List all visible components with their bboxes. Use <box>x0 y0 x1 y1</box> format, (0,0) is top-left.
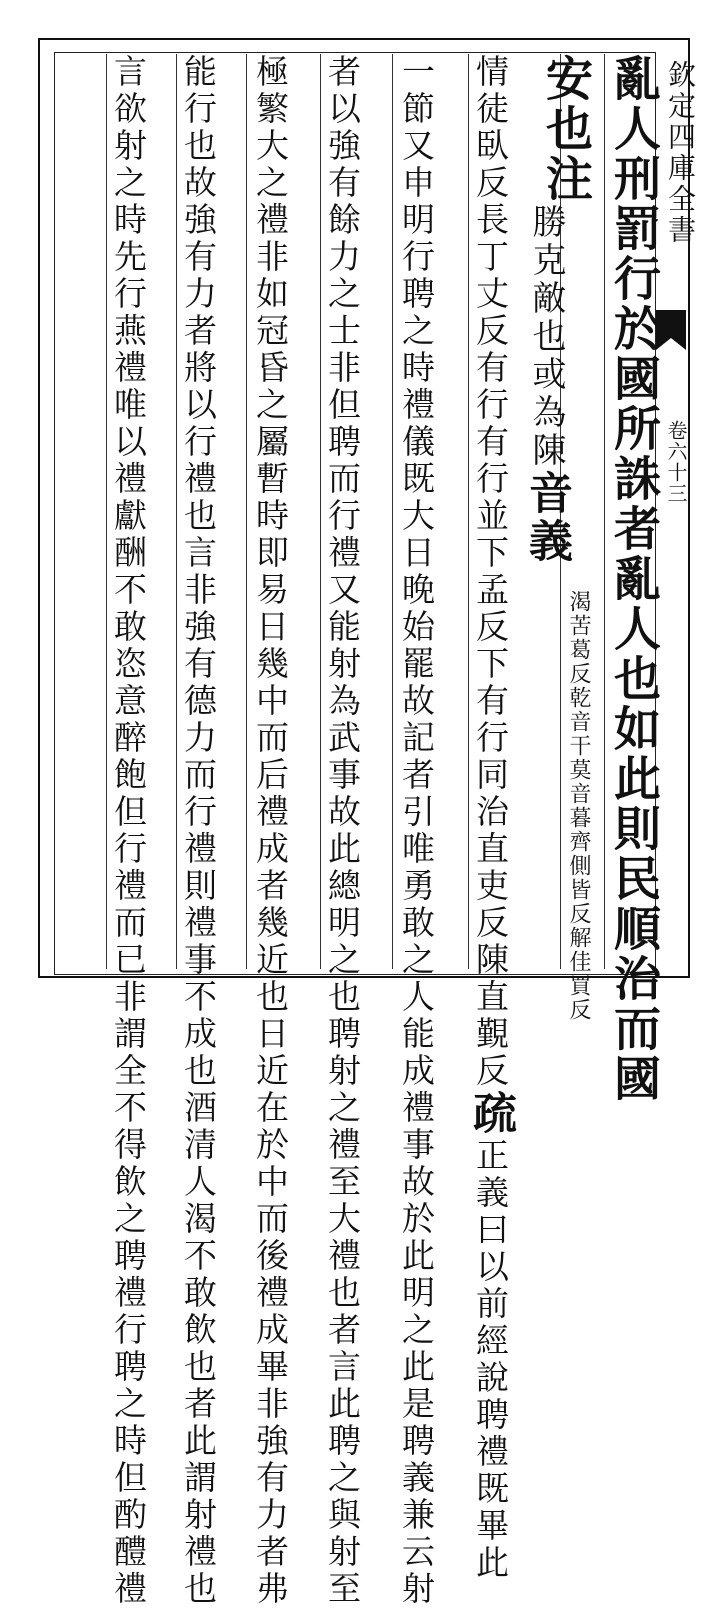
main-text: 亂人刑罰行於國所誅者亂人也如此則民順治而國 <box>606 54 661 1104</box>
pronunciation-text: 渴苦葛反乾音干莫音暮齊側皆反解佳買反 <box>566 590 591 1022</box>
note-text: 極繁大之禮非如冠昏之屬暫時即易日幾中而后禮成者幾近也日近在於中而後禮成畢非強有力者弗 <box>251 54 290 1608</box>
column-rule <box>468 54 469 969</box>
note-text: 者以強有餘力之士非但聘而行禮又能射為武事故此總明之也聘射之禮至大禮也者言此聘之與射至 <box>323 54 362 1608</box>
text-column-1 <box>606 54 661 1104</box>
note-text: 勝克敵也或為陳 <box>526 204 566 470</box>
column-rule <box>604 54 605 969</box>
column-rule <box>106 54 107 969</box>
note-text: 能行也故強有力者將以行禮也言非強有德力而行禮則禮事不成也酒清人渴不敢飲也者此謂射禮也 <box>179 54 218 1608</box>
note-text: 言欲射之時先行燕禮唯以禮獻酬不敢恣意醉飽但行禮而已非謂全不得飲之聘禮行聘之時但酌醴禮 <box>109 54 148 1608</box>
column-rule <box>176 54 177 969</box>
annotation-label: 注 <box>538 154 593 204</box>
text-column-6 <box>250 54 290 1608</box>
margin-volume-label: 卷六十三 <box>664 420 688 504</box>
text-column-7 <box>178 54 218 1608</box>
text-column-3 <box>465 54 516 1582</box>
note-text: 正義曰以前經說聘禮既畢此 <box>471 1138 510 1582</box>
column-rule <box>392 54 393 969</box>
text-column-5 <box>322 54 362 1608</box>
margin-book-title: 欽定四庫全書 <box>664 60 697 246</box>
section-label: 音義 <box>521 470 572 566</box>
text-column-2-note <box>521 204 572 566</box>
column-rule <box>320 54 321 969</box>
text-column-2-pronunciation-a <box>564 590 592 1022</box>
text-column-8 <box>108 54 148 1608</box>
commentary-label: 疏 <box>465 1090 516 1138</box>
text-column-4 <box>396 54 436 1608</box>
main-text: 安也 <box>538 54 593 154</box>
column-rule <box>246 54 247 969</box>
note-text: 一節又申明行聘之時禮儀既大日晚始罷故記者引唯勇敢之人能成禮事故於此明之此是聘義兼云射 <box>397 54 436 1608</box>
note-text: 情徒臥反長丁丈反有行有行並下孟反下有行同治直吏反陳直覲反 <box>471 54 510 1090</box>
